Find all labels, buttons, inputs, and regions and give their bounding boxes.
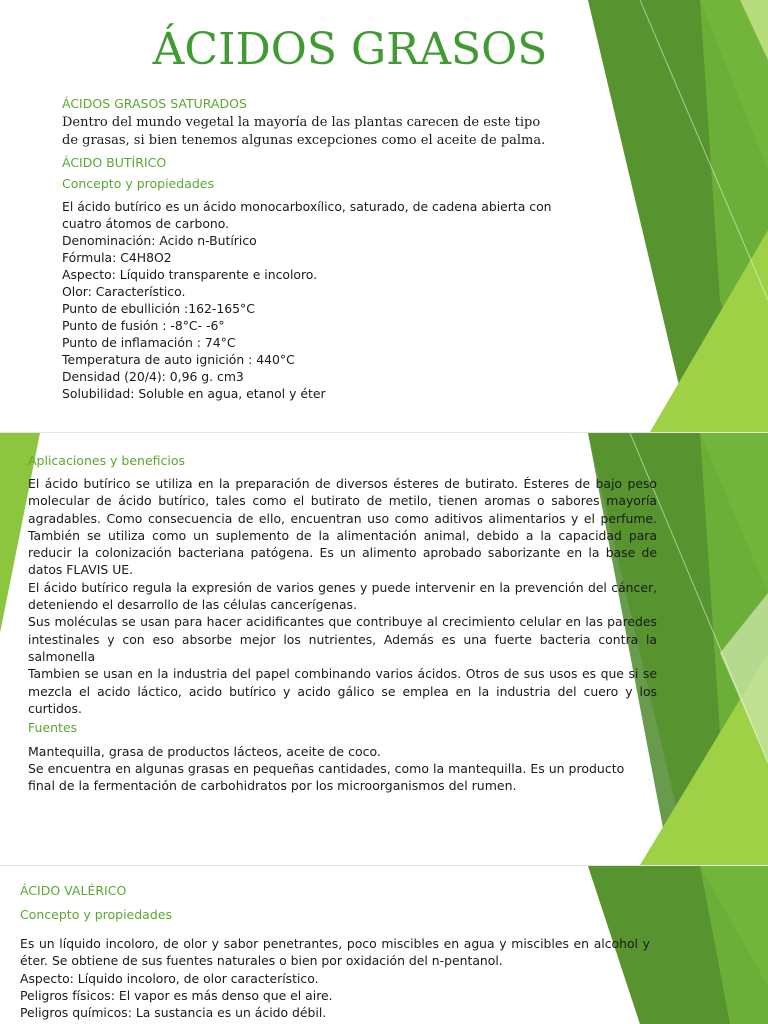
property-line: Aspecto: Líquido transparente e incoloro. bbox=[62, 267, 318, 282]
property-line: Peligros químicos: La sustancia es un ácido débil. bbox=[20, 1005, 327, 1020]
source-line: final de la fermentación de carbohidratos por los microorganismos del rumen. bbox=[28, 778, 517, 793]
section-heading: ÁCIDOS GRASOS SATURADOS bbox=[62, 96, 247, 111]
slide-acido-valerico bbox=[0, 866, 768, 1024]
intro-line: de grasas, si bien tenemos algunas excepciones como el aceite de palma. bbox=[62, 133, 546, 148]
property-line: El ácido butírico es un ácido monocarboxílico, saturado, de cadena abierta con bbox=[62, 199, 552, 214]
property-line: Punto de fusión : -8°C- -6° bbox=[62, 318, 225, 333]
applications-text bbox=[28, 475, 657, 717]
property-line: Punto de ebullición :162-165°C bbox=[62, 301, 255, 316]
sources-list bbox=[28, 743, 624, 794]
concept-heading: Concepto y propiedades bbox=[62, 176, 214, 191]
property-line: Fórmula: C4H8O2 bbox=[62, 250, 172, 265]
applications-heading: Aplicaciones y beneficios bbox=[28, 453, 186, 468]
property-line: Olor: Característico. bbox=[62, 284, 186, 299]
description-text: Es un líquido incoloro, de olor y sabor penetrantes, poco miscibles en agua y miscibles en alcohol y éter. Se obtiene de sus fuentes naturales o bien por oxidación del n-pentanol. bbox=[20, 936, 650, 968]
slide-acidos-grasos bbox=[0, 0, 768, 432]
source-line: Mantequilla, grasa de productos lácteos, aceite de coco. bbox=[28, 744, 381, 759]
applications-paragraph: El ácido butírico regula la expresión de varios genes y puede intervenir en la prevención del cáncer, deteniendo el desarrollo de las células cancerígenas. bbox=[28, 579, 657, 613]
properties-list bbox=[62, 198, 552, 402]
property-line: Solubilidad: Soluble en agua, etanol y éter bbox=[62, 386, 326, 401]
intro-line: Dentro del mundo vegetal la mayoría de las plantas carecen de este tipo bbox=[62, 115, 541, 130]
concept-heading: Concepto y propiedades bbox=[20, 907, 172, 922]
slide-aplicaciones bbox=[0, 433, 768, 865]
property-line: Punto de inflamación : 74°C bbox=[62, 335, 236, 350]
source-line: Se encuentra en algunas grasas en pequeñas cantidades, como la mantequilla. Es un producto bbox=[28, 761, 625, 776]
applications-paragraph: El ácido butírico se utiliza en la preparación de diversos ésteres de butirato. Ésteres de bajo peso molecular de ácido butírico, tales como el butirato de metilo, tienen aromas o sabores mayoría agradables. Como consecuencia de ello, encuentran uso como aditivos alimentarios y el perfume. También se utiliza como un suplemento de la alimentación animal, debido a la capacidad para reducir la colonización bacteriana patógena. Es un alimento aprobado saborizante en la base de datos FLAVIS UE. bbox=[28, 476, 657, 578]
acid-name-heading: ÁCIDO VALÉRICO bbox=[20, 883, 127, 898]
applications-paragraph: Tambien se usan en la industria del papel combinando varios ácidos. Otros de sus usos es que si se mezcla el acido láctico, acido butírico y acido gálico se emplea en la industria del cuero y los curtidos. bbox=[28, 666, 657, 716]
property-line: Aspecto: Líquido incoloro, de olor característico. bbox=[20, 971, 319, 986]
sources-heading: Fuentes bbox=[28, 720, 78, 735]
intro-paragraph bbox=[62, 114, 545, 150]
property-line: Denominación: Acido n-Butírico bbox=[62, 233, 257, 248]
acid-name-heading: ÁCIDO BUTÍRICO bbox=[62, 155, 167, 170]
applications-paragraph: Sus moléculas se usan para hacer acidificantes que contribuye al crecimiento celular en las paredes intestinales y con eso absorbe mejor los nutrientes, Además es una fuerte bacteria contra la salmonella bbox=[28, 614, 657, 664]
property-line: Densidad (20/4): 0,96 g. cm3 bbox=[62, 369, 244, 384]
property-line: cuatro átomos de carbono. bbox=[62, 216, 230, 231]
property-line: Peligros físicos: El vapor es más denso que el aire. bbox=[20, 988, 333, 1003]
properties-list bbox=[20, 970, 333, 1021]
property-line: Temperatura de auto ignición : 440°C bbox=[62, 352, 295, 367]
page-title: ÁCIDOS GRASOS bbox=[152, 24, 548, 75]
